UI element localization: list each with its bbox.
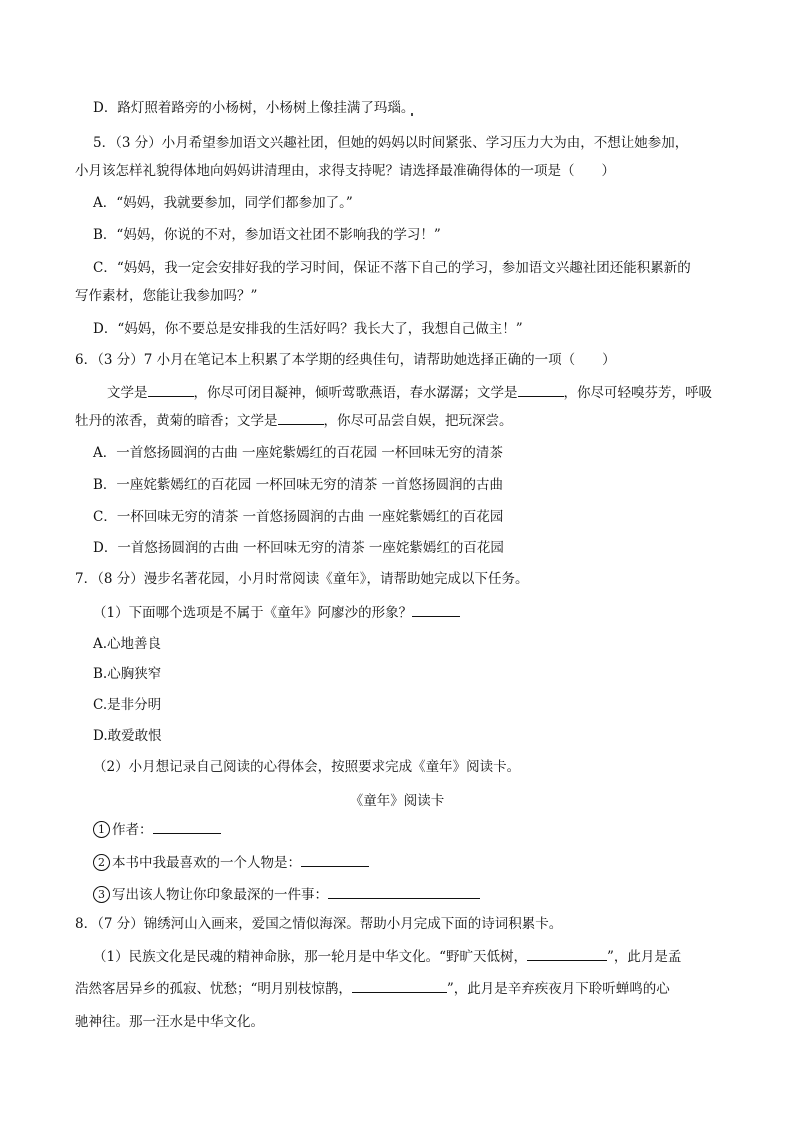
q5-option-c-line1: C．“妈妈，我一定会安排好我的学习时间，保证不落下自己的学习，参加语文兴趣社团还能积累新的 — [93, 260, 691, 276]
reading-card-item-3 — [93, 884, 480, 905]
q8-text: ”，此月是辛弃疾夜月下聆听蝉鸣的心 — [446, 981, 670, 997]
q6-option-d: D．一首悠扬圆润的古曲 一杯回味无穷的清茶 一座姹紫嫣红的百花园 — [93, 540, 504, 556]
q6-passage-text: ，你尽可轻嗅芬芳，呼吸 — [563, 385, 712, 401]
answer-blank[interactable] — [153, 819, 221, 834]
answer-blank[interactable] — [148, 382, 194, 397]
card-item-label: 本书中我最喜欢的一个人物是： — [112, 855, 301, 871]
q7-choice-c: C.是非分明 — [93, 697, 162, 713]
q5-stem-line2: 小月该怎样礼貌得体地向妈妈讲清理由，求得支持呢？请选择最准确得体的一项是（ ） — [75, 163, 615, 179]
answer-blank[interactable] — [301, 852, 369, 867]
q6-option-a: A．一首悠扬圆润的古曲 一座姹紫嫣红的百花园 一杯回味无穷的清茶 — [93, 445, 503, 461]
reading-card-item-2 — [93, 852, 369, 873]
q7-choice-b: B.心胸狭窄 — [93, 666, 162, 682]
q7-sub1-text: （1）下面哪个选项是不属于《童年》阿廖沙的形象？ — [93, 605, 413, 621]
q7-stem: 7．（8 分）漫步名著花园，小月时常阅读《童年》，请帮助她完成以下任务。 — [75, 571, 529, 587]
q6-passage-line1 — [107, 382, 712, 403]
q7-sub1 — [93, 602, 460, 623]
answer-blank[interactable] — [328, 884, 480, 899]
q7-choice-d: D.敢爱敢恨 — [93, 728, 162, 744]
q5-stem-line1: 5．（3 分）小月希望参加语文兴趣社团，但她的妈妈以时间紧张、学习压力大为由，不想让她参加， — [93, 135, 689, 151]
q8-line2 — [75, 978, 670, 999]
q6-passage-text: ，你尽可闭目凝神，倾听莺歌燕语，春水潺潺；文学是 — [193, 385, 518, 401]
q8-text: 浩然客居异乡的孤寂、忧愁；“明月别枝惊鹊， — [75, 981, 352, 997]
answer-blank[interactable] — [352, 978, 447, 993]
reading-card-item-1 — [93, 819, 221, 840]
q5-option-d: D．“妈妈，你不要总是安排我的生活好吗？我长大了，我想自己做主！” — [93, 321, 523, 337]
q6-passage-text: ，你尽可品尝自娱，把玩深尝。 — [323, 413, 513, 429]
q8-text: （1）民族文化是民魂的精神命脉，那一轮月是中华文化。“野旷天低树， — [93, 949, 527, 965]
card-item-label: 作者： — [112, 822, 153, 838]
circled-number: 3 — [93, 886, 110, 903]
q6-passage-text: 文学是 — [107, 385, 148, 401]
circled-number: 1 — [93, 821, 110, 838]
q5-option-c-line2: 写作素材，您能让我参加吗？” — [75, 288, 258, 304]
q8-line3: 驰神往。那一汪水是中华文化。 — [75, 1014, 264, 1030]
q6-passage-text: 牡丹的浓香，黄菊的暗香；文学是 — [75, 413, 278, 429]
q5-option-a: A．“妈妈，我就要参加，同学们都参加了。” — [93, 195, 353, 211]
q8-line1 — [93, 946, 681, 967]
q6-option-c: C．一杯回味无穷的清茶 一首悠扬圆润的古曲 一座姹紫嫣红的百花园 — [93, 509, 504, 525]
q7-choice-a: A.心地善良 — [93, 636, 162, 652]
answer-blank[interactable] — [278, 410, 324, 425]
q8-stem: 8．（7 分）锦绣河山入画来，爱国之情似海深。帮助小月完成下面的诗词积累卡。 — [75, 916, 563, 932]
answer-blank[interactable] — [412, 602, 460, 617]
q7-sub2: （2）小月想记录自己阅读的心得体会，按照要求完成《童年》阅读卡。 — [93, 759, 521, 775]
answer-blank[interactable] — [527, 946, 607, 961]
q8-text: ”，此月是孟 — [607, 949, 682, 965]
q6-passage-line2 — [75, 410, 513, 431]
q5-option-b: B．“妈妈，你说的不对，参加语文社团不影响我的学习！” — [93, 227, 441, 243]
answer-blank[interactable] — [518, 382, 564, 397]
reading-card-title: 《童年》阅读卡 — [349, 793, 445, 809]
card-item-label: 写出该人物让你印象最深的一件事： — [112, 887, 328, 903]
circled-number: 2 — [93, 854, 110, 871]
q6-stem: 6．（3 分）7 小月在笔记本上积累了本学期的经典佳句，请帮助她选择正确的一项（ ） — [75, 352, 616, 368]
q4-option-d: D．路灯照着路旁的小杨树，小杨树上像挂满了玛瑙。 — [93, 100, 415, 116]
q6-option-b: B．一座姹紫嫣红的百花园 一杯回味无穷的清茶 一首悠扬圆润的古曲 — [93, 477, 504, 493]
